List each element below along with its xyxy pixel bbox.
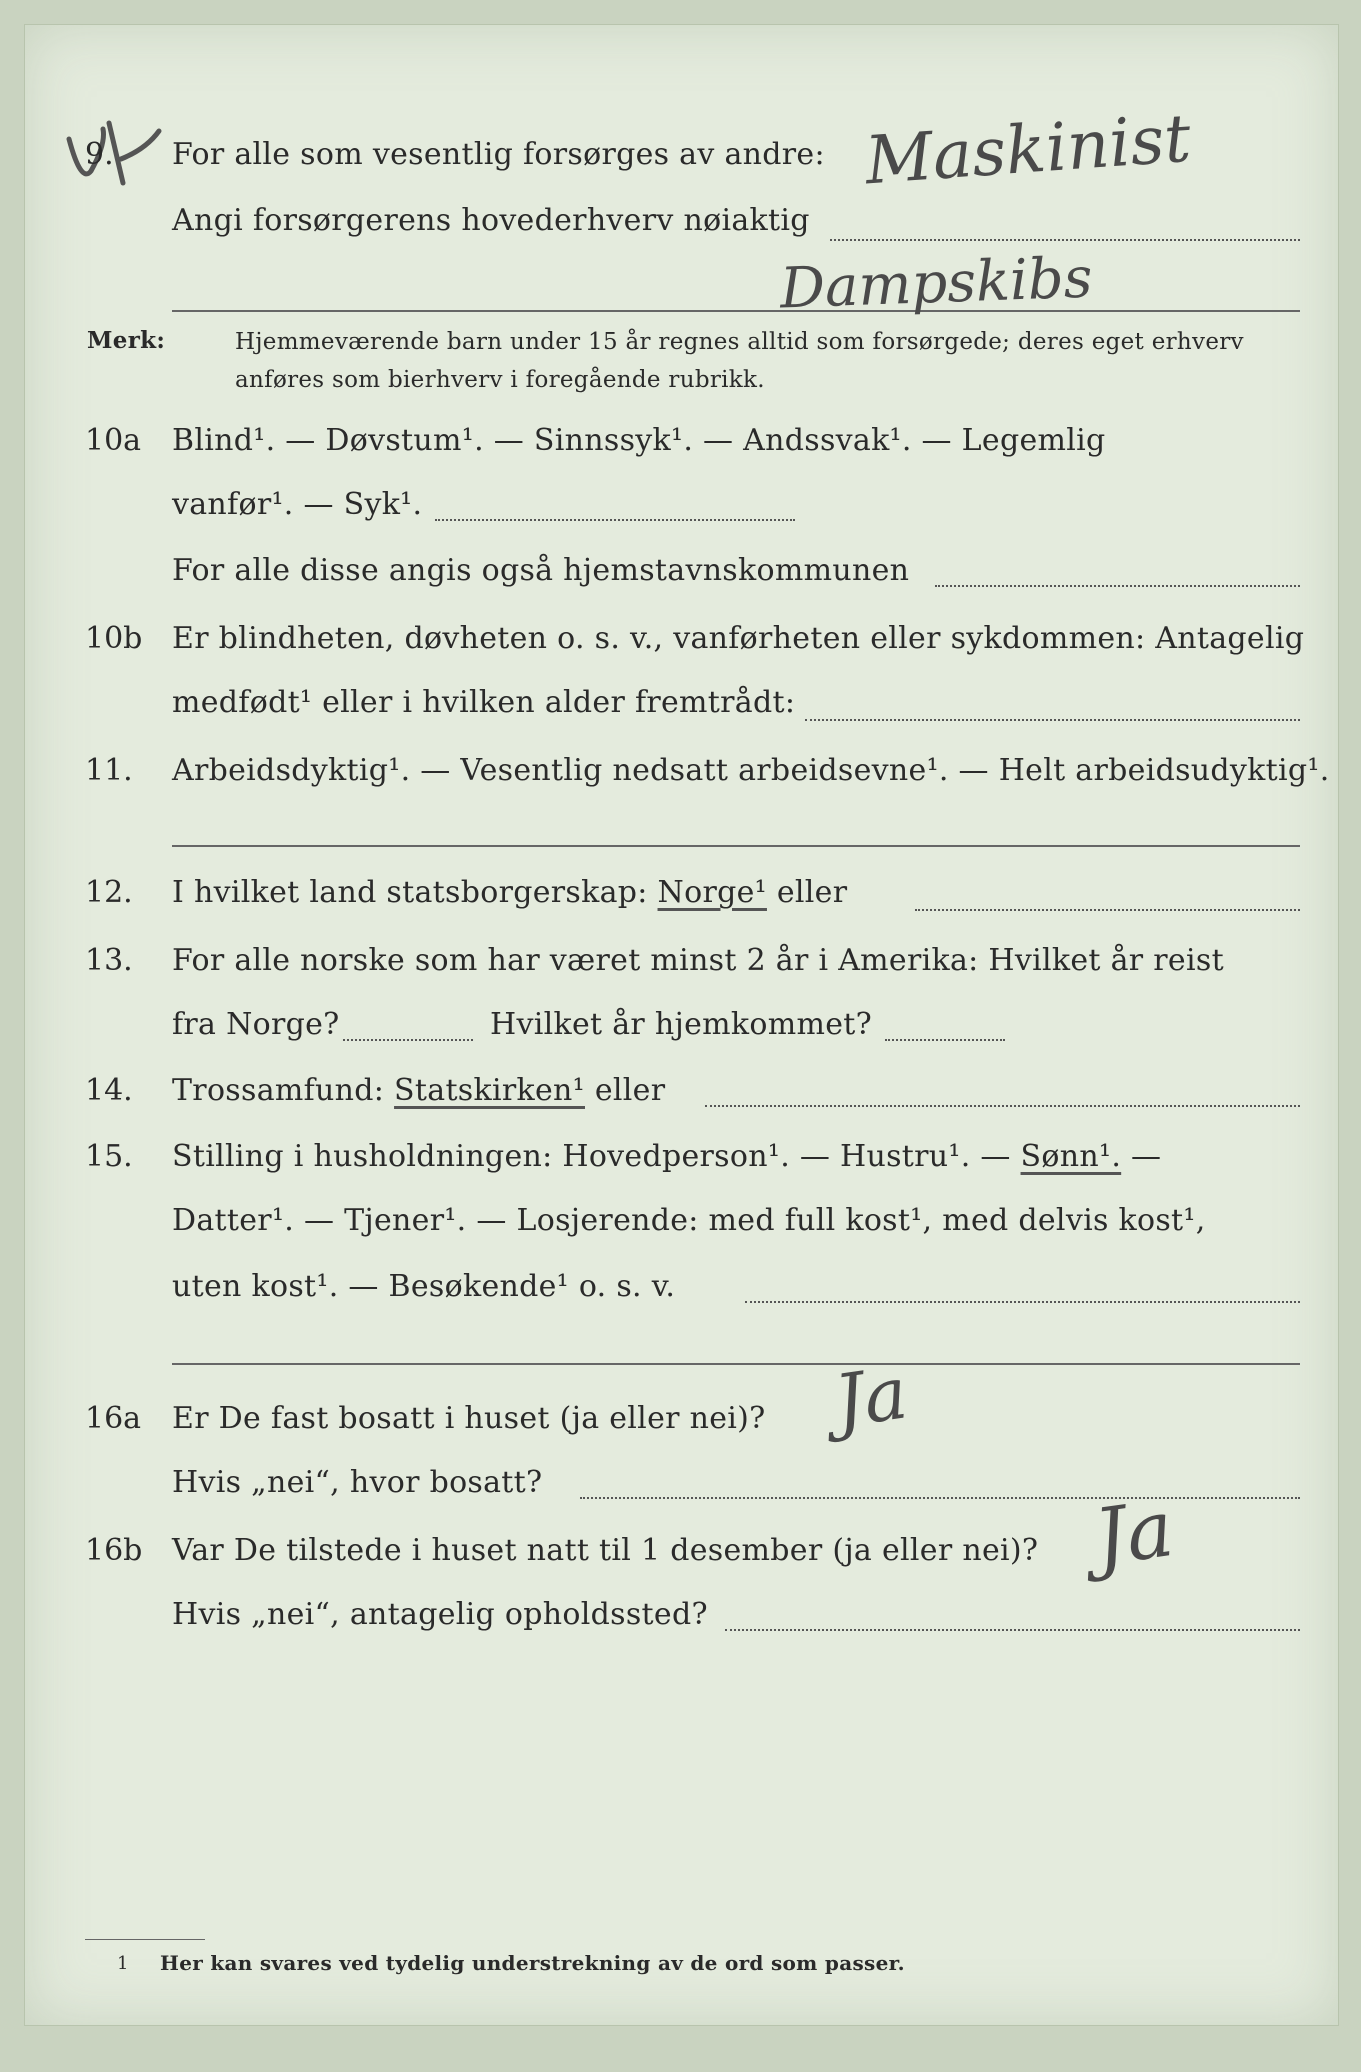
q16a-line1: Er De fast bosatt i huset (ja eller nei)?	[172, 1401, 766, 1436]
q13-line1: For alle norske som har været minst 2 år i Amerika: Hvilket år reist	[172, 943, 1224, 978]
q10a-number: 10a	[85, 423, 142, 458]
q11-fill-line	[172, 845, 1300, 847]
q9-line2: Angi forsørgerens hovederhverv nøiaktig	[172, 203, 810, 238]
q14-underlined-answer: Statskirken¹	[394, 1073, 585, 1108]
merk-label: Merk:	[87, 327, 166, 354]
q14-fill-line	[705, 1105, 1300, 1107]
q15-line3: uten kost¹. — Besøkende¹ o. s. v.	[172, 1269, 676, 1304]
census-form-page	[24, 24, 1339, 2026]
q10a-fill-line-2	[935, 585, 1300, 587]
q14-number: 14.	[85, 1073, 133, 1108]
q12-fill-line	[915, 909, 1300, 911]
q16b-fill-line	[725, 1629, 1300, 1631]
q15-line2: Datter¹. — Tjener¹. — Losjerende: med full kost¹, med delvis kost¹,	[172, 1203, 1206, 1238]
q15-number: 15.	[85, 1139, 133, 1174]
q10a-line2: vanfør¹. — Syk¹.	[172, 487, 423, 522]
q10a-line1: Blind¹. — Døvstum¹. — Sinnssyk¹. — Andssvak¹. — Legemlig	[172, 423, 1106, 458]
q16a-line2: Hvis „nei“, hvor bosatt?	[172, 1465, 543, 1500]
q9-fill-line-2	[172, 310, 1300, 312]
footnote-text: Her kan svares ved tydelig understrekning av de ord som passer.	[160, 1951, 905, 1975]
q12-underlined-answer: Norge¹	[657, 875, 767, 910]
q16a-number: 16a	[85, 1401, 142, 1436]
q10b-line1: Er blindheten, døvheten o. s. v., vanførheten eller sykdommen: Antagelig	[172, 621, 1305, 656]
q10a-line3: For alle disse angis også hjemstavnskommunen	[172, 553, 910, 588]
q14-line	[172, 1073, 665, 1108]
q9-answer-occupation: Maskinist	[862, 99, 1194, 200]
merk-line1: Hjemmeværende barn under 15 år regnes alltid som forsørgede; deres eget erhverv	[235, 329, 1244, 355]
q11-line1: Arbeidsdyktig¹. — Vesentlig nedsatt arbeidsevne¹. — Helt arbeidsudyktig¹.	[172, 753, 1330, 788]
q12-line	[172, 875, 847, 910]
q13-fill-line-1	[343, 1039, 473, 1041]
merk-line2: anføres som bierhverv i foregående rubrikk.	[235, 367, 765, 393]
q16b-line1: Var De tilstede i huset natt til 1 desember (ja eller nei)?	[172, 1533, 1039, 1568]
q10b-fill-line	[805, 719, 1300, 721]
q13-number: 13.	[85, 943, 133, 978]
q16b-number: 16b	[85, 1533, 143, 1568]
q16b-line2: Hvis „nei“, antagelig opholdssted?	[172, 1597, 708, 1632]
footnote-divider	[85, 1939, 205, 1940]
q15-line1a: Stilling i husholdningen: Hovedperson¹. — Hustru¹. —	[172, 1139, 1011, 1174]
q12-prefix: I hvilket land statsborgerskap:	[172, 875, 648, 910]
q15-line1b: —	[1131, 1139, 1162, 1174]
q12-number: 12.	[85, 875, 133, 910]
q10a-fill-line-1	[435, 519, 795, 521]
footnote-mark: 1	[117, 1953, 129, 1974]
q15-underlined-answer: Sønn¹.	[1020, 1139, 1122, 1174]
q10b-number: 10b	[85, 621, 143, 656]
q14-prefix: Trossamfund:	[172, 1073, 385, 1108]
q16a-answer: Ja	[829, 1350, 913, 1444]
q9-number: 9.	[85, 137, 114, 172]
q15-fill-line-2	[172, 1363, 1300, 1365]
q16b-answer: Ja	[1089, 1484, 1179, 1584]
handwritten-check-icon	[61, 109, 171, 199]
q9-answer-employer: Dampskibs	[778, 245, 1094, 322]
q12-suffix: eller	[776, 875, 848, 910]
q14-suffix: eller	[594, 1073, 666, 1108]
q9-line1: For alle som vesentlig forsørges av andre:	[172, 137, 825, 172]
q15-fill-line-1	[745, 1301, 1300, 1303]
q15-line1	[172, 1139, 1161, 1174]
q9-fill-line-1	[830, 239, 1300, 241]
q11-number: 11.	[85, 753, 133, 788]
q10b-line2: medfødt¹ eller i hvilken alder fremtrådt:	[172, 685, 796, 720]
q13-fill-line-2	[885, 1039, 1005, 1041]
q13-line2a: fra Norge?	[172, 1007, 340, 1042]
q16a-fill-line	[580, 1497, 1300, 1499]
q13-line2b: Hvilket år hjemkommet?	[490, 1007, 873, 1042]
